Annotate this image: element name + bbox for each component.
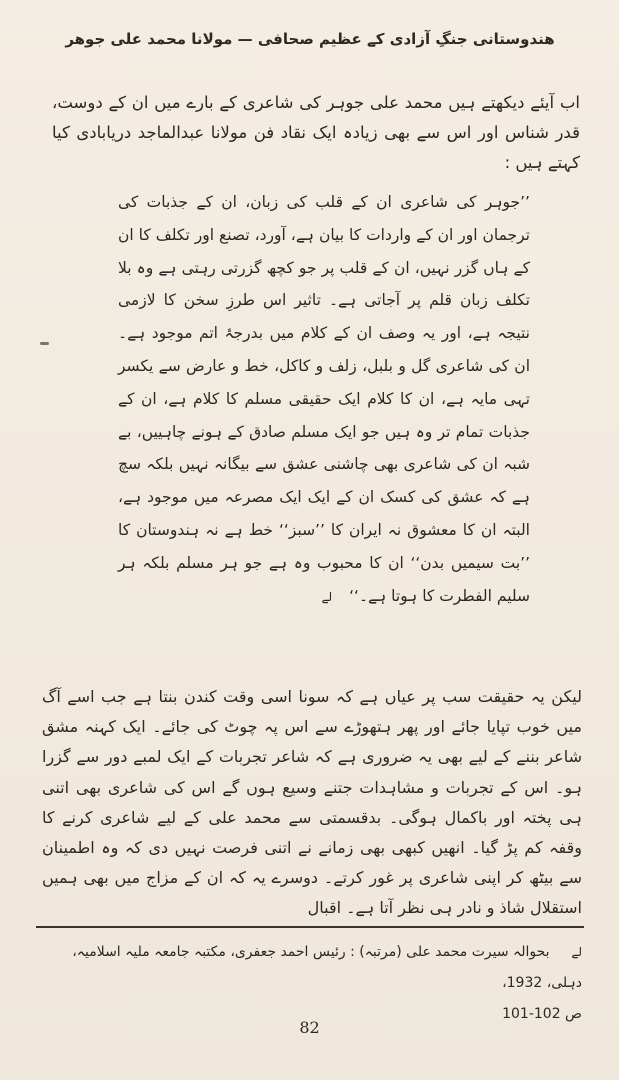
footnote-citation: بحوالہ سیرت محمد علی (مرتبہ) : رئیس احمد جعفری، مکتبہ جامعہ ملیہ اسلامیہ، دہلی، 1932، [72,944,582,991]
running-head: ھندوستانی جنگِ آزادی کے عظیم صحافی — مولانا محمد علی جوھر [65,30,555,48]
footnote-pages: ص 102-101 [502,1006,582,1022]
footnote-reference-mark: لے [321,589,333,604]
footnote-number: لے [571,945,582,959]
quote-text: ’’جوہر کی شاعری ان کے قلب کی زبان، ان کے جذبات کی ترجمان اور ان کے واردات کا بیان ہے، آورد، تصنع اور تکلف کا ان کے ہاں گزر نہیں، ان کے قلب پر جو کچھ گزرتی رہتی ہے وہ بلا تکلف زبان قلم پر آجاتی ہے۔ تاثیر اس طرزِ سخن کا لازمی نتیجہ ہے، اور یہ وصف ان کے کلام میں بدرجۂ اتم موجود ہے۔ ان کی شاعری گل و بلبل، زلف و کاکل، خط و عارض سے یکسر تہی مایہ ہے، ان کا کلام ایک حقیقی مسلم کا کلام ہے، ان کے جذبات تمام تر وہ ہیں جو ایک مسلم صادق کے ہونے چاہییں، بے شبہ ان کی شاعری بھی چاشنی عشق سے بیگانہ نہیں بلکہ سچ ہے کہ عشق کی کسک ان کے ایک ایک مصرعہ میں موجود ہے، البتہ ان کا معشوق نہ ایران کا ’’سبز‘‘ خط ہے نہ ہندوستان کا ’’بت سیمیں بدن‘‘ ان کا محبوب وہ ہے جو ہر مسلم بلکہ ہر سلیم الفطرت کا ہوتا ہے۔‘‘ [118,193,530,605]
body-paragraph: لیکن یہ حقیقت سب پر عیاں ہے کہ سونا اسی وقت کندن بنتا ہے جب اسے آگ میں خوب تپایا جائے اور پھر ہتھوڑے سے اس پہ چوٹ کی جائے۔ ایک کہنہ مشق شاعر بننے کے لیے بھی یہ ضروری ہے کہ شاعر تجربات کے ایک لمبے دور سے گزرا ہو۔ اس کے تجربات و مشاہدات جتنے وسیع ہوں گے اس کی شاعری بھی اتنی ہی پختہ اور باکمال ہوگی۔ بدقسمتی سے محمد علی کے لیے شاعری کرنے کا وقفہ کم پڑ گیا۔ انھیں کبھی بھی زمانے نے اتنی فرصت نہیں دی کہ وہ اطمینان سے بیٹھ کر اپنی شاعری پر غور کرتے۔ دوسرے یہ کہ ان کے مزاج میں بھی ہمیں استقلال شاذ و نادر ہی نظر آتا ہے۔ اقبال [42,687,582,918]
intro-paragraph: اب آیئے دیکھتے ہیں محمد علی جوہر کی شاعری کے بارے میں ان کے دوست، قدر شناس اور اس سے بھی زیادہ ایک نقاد فن مولانا عبدالماجد دریابادی کیا کہتے ہیں : [52,93,580,172]
page-number: 82 [299,1018,320,1037]
footnote [42,937,582,1030]
scan-speck [40,342,49,345]
block-quote [118,186,530,613]
footnote-line-1 [42,937,582,999]
footnote-divider [36,926,584,928]
